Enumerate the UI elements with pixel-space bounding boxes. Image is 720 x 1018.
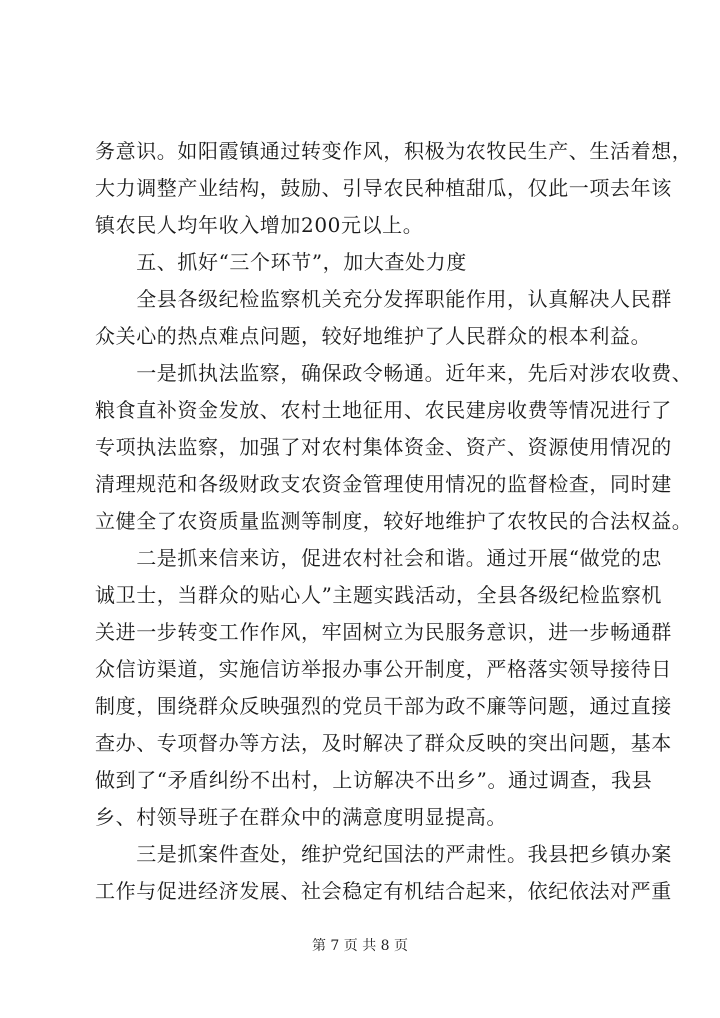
body-line: 专项执法监察，加强了对农村集体资金、资产、资源使用情况的 xyxy=(95,435,672,459)
body-line: 大力调整产业结构，鼓励、引导农民种植甜瓜，仅此一项去年该 xyxy=(95,176,672,200)
body-line: 二是抓来信来访，促进农村社会和谐。通过开展“做党的忠 xyxy=(95,546,663,570)
body-line: 诚卫士，当群众的贴心人”主题实践活动，全县各级纪检监察机 xyxy=(95,583,663,607)
body-line: 众信访渠道，实施信访举报办事公开制度，严格落实领导接待日 xyxy=(95,657,672,681)
body-line: 务意识。如阳霞镇通过转变作风，积极为农牧民生产、生活着想， xyxy=(95,139,693,163)
body-line: 工作与促进经济发展、社会稳定有机结合起来，依纪依法对严重 xyxy=(95,879,672,903)
body-line: 立健全了农资质量监测等制度，较好地维护了农牧民的合法权益。 xyxy=(95,509,693,533)
section-heading: 五、抓好“三个环节”，加大查处力度 xyxy=(95,250,467,274)
body-line: 查办、专项督办等方法，及时解决了群众反映的突出问题，基本 xyxy=(95,731,672,755)
body-line: 清理规范和各级财政支农资金管理使用情况的监督检查，同时建 xyxy=(95,472,672,496)
body-line: 镇农民人均年收入增加200元以上。 xyxy=(95,213,424,237)
body-line: 一是抓执法监察，确保政令畅通。近年来，先后对涉农收费、 xyxy=(95,361,693,385)
page-number-footer: 第 7 页 共 8 页 xyxy=(311,938,409,954)
body-line: 关进一步转变工作作风，牢固树立为民服务意识，进一步畅通群 xyxy=(95,620,672,644)
body-line: 乡、村领导班子在群众中的满意度明显提高。 xyxy=(95,805,507,829)
body-line: 全县各级纪检监察机关充分发挥职能作用，认真解决人民群 xyxy=(95,287,672,311)
body-line: 三是抓案件查处，维护党纪国法的严肃性。我县把乡镇办案 xyxy=(95,842,672,866)
body-line: 做到了“矛盾纠纷不出村，上访解决不出乡”。通过调查，我县 xyxy=(95,768,653,792)
body-line: 粮食直补资金发放、农村土地征用、农民建房收费等情况进行了 xyxy=(95,398,672,422)
body-line: 制度，围绕群众反映强烈的党员干部为政不廉等问题，通过直接 xyxy=(95,694,672,718)
body-line: 众关心的热点难点问题，较好地维护了人民群众的根本利益。 xyxy=(95,324,652,348)
